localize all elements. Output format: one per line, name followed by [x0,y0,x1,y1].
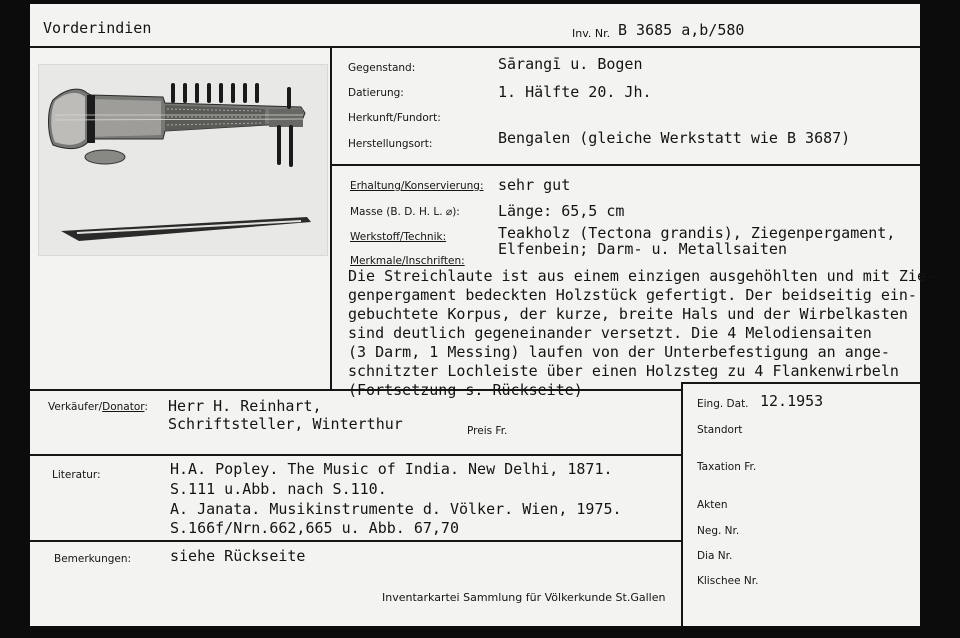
merkmale-label: Merkmale/Inschriften: [350,255,465,267]
region-title: Vorderindien [43,19,152,37]
preis-label: Preis Fr. [467,425,508,437]
inv-nr-value: B 3685 a,b/580 [618,21,745,39]
inventory-card [30,4,935,626]
masse-value: Länge: 65,5 cm [498,202,625,220]
sarangi-and-bow-photo [39,65,327,255]
donor-line-2: Schriftsteller, Winterthur [168,415,403,433]
literatur-line-4: S.166f/Nrn.662,665 u. Abb. 67,70 [170,519,459,537]
description-line-3: gebuchtete Korpus, der kurze, breite Hals und der Wirbelkasten [348,305,908,323]
dia-nr-label: Dia Nr. [697,550,733,562]
erhaltung-value: sehr gut [498,176,571,194]
herstellungsort-label: Herstellungsort: [348,138,433,150]
masse-label: Masse (B. D. H. L. ⌀): [350,206,460,218]
description-line-2: genpergament bedeckten Holzstück gefertigt. Der beidseitig ein- [348,286,917,304]
rule-literatur-top [30,454,682,456]
literatur-line-3: A. Janata. Musikinstrumente d. Völker. Wien, 1975. [170,500,622,518]
erhaltung-label: Erhaltung/Konservierung: [350,180,484,192]
literatur-line-1: H.A. Popley. The Music of India. New Delhi, 1871. [170,460,613,478]
literatur-line-2: S.111 u.Abb. nach S.110. [170,480,387,498]
object-photo [38,64,328,256]
standort-label: Standort [697,424,743,436]
rule-bemerkungen-top [30,540,682,542]
donor-label-suffix: : [144,401,148,413]
description-line-7: (Fortsetzung s. Rückseite) [348,381,583,399]
donor-label [48,401,148,414]
datierung-value: 1. Hälfte 20. Jh. [498,83,652,101]
rule-right-column [681,382,683,626]
bemerkungen-value: siehe Rückseite [170,547,306,565]
rule-header [30,46,920,48]
rule-right-top [681,382,920,384]
inv-nr-label: Inv. Nr. [572,27,611,40]
eing-dat-label: Eing. Dat. [697,398,749,410]
werkstoff-label: Werkstoff/Technik: [350,231,447,243]
donor-line-1: Herr H. Reinhart, [168,397,322,415]
taxation-label: Taxation Fr. [697,461,757,473]
klischee-nr-label: Klischee Nr. [697,575,759,587]
footer-collection-name: Inventarkartei Sammlung für Völkerkunde St.Gallen [382,591,666,604]
description-line-1: Die Streichlaute ist aus einem einzigen ausgehöhlten und mit Zie- [348,267,935,285]
donor-label-prefix: Verkäufer/ [48,401,103,413]
donor-label-underlined: Donator [102,401,145,413]
sarangi-instrument [49,85,306,165]
werkstoff-line-1: Teakholz (Tectona grandis), Ziegenpergament, [498,224,896,242]
eing-dat-value: 12.1953 [760,392,824,410]
akten-label: Akten [697,499,728,511]
herkunft-label: Herkunft/Fundort: [348,112,441,124]
werkstoff-line-2: Elfenbein; Darm- u. Metallsaiten [498,240,787,258]
rule-photo-divider [330,46,332,391]
gegenstand-label: Gegenstand: [348,62,416,74]
rule-section-1 [330,164,920,166]
description-line-4: sind deutlich gegeneinander versetzt. Die 4 Melodiensaiten [348,324,872,342]
gegenstand-value: Sārangī u. Bogen [498,55,643,73]
description-line-6: schnitzter Lochleiste über einen Holzsteg zu 4 Flankenwirbeln [348,362,899,380]
bow [61,217,311,241]
bemerkungen-label: Bemerkungen: [54,553,132,565]
herstellungsort-value: Bengalen (gleiche Werkstatt wie B 3687) [498,129,851,147]
datierung-label: Datierung: [348,87,404,99]
literatur-label: Literatur: [52,469,101,481]
neg-nr-label: Neg. Nr. [697,525,740,537]
description-line-5: (3 Darm, 1 Messing) laufen von der Unterbefestigung an ange- [348,343,890,361]
